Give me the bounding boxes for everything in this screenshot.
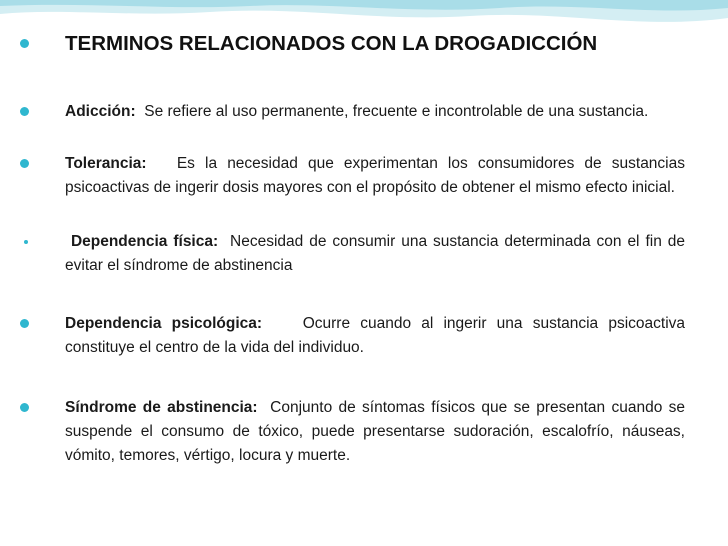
definition-body: Se refiere al uso permanente, frecuente e incontrolable de una sustancia. (144, 103, 649, 120)
round-bullet-icon (20, 159, 29, 168)
definition-text (65, 312, 685, 360)
slide-title: TERMINOS RELACIONADOS CON LA DROGADICCIÓN (65, 32, 598, 55)
round-bullet-icon (20, 319, 29, 328)
definition-term: Dependencia psicológica: (65, 315, 263, 332)
definition-text (65, 230, 685, 278)
definition-term: Dependencia física: (70, 233, 219, 250)
definition-term: Adicción: (65, 103, 136, 120)
definition-body: Necesidad de consumir una sustancia determinada con el fin de evitar el síndrome de abstinencia (65, 233, 685, 274)
round-bullet-icon (20, 403, 29, 412)
round-bullet-icon (20, 107, 29, 116)
definition-body: Conjunto de síntomas físicos que se presentan cuando se suspende el consumo de tóxico, puede presentarse sudoración, escalofrío, náuseas, vómito, temores, vértigo, locura y muerte. (65, 399, 685, 464)
definition-body: Es la necesidad que experimentan los consumidores de sustancias psicoactivas de ingerir dosis mayores con el propósito de obtener el mismo efecto inicial. (65, 155, 685, 196)
definition-text (65, 152, 685, 200)
definition-text (65, 100, 685, 124)
round-bullet-icon (20, 39, 29, 48)
definition-term: Tolerancia: (65, 155, 147, 172)
definition-text (65, 396, 685, 468)
definition-term: Síndrome de abstinencia: (65, 399, 258, 416)
small-dot-bullet-icon (24, 240, 28, 244)
definition-body: Ocurre cuando al ingerir una sustancia psicoactiva constituye el centro de la vida del individuo. (65, 315, 686, 356)
